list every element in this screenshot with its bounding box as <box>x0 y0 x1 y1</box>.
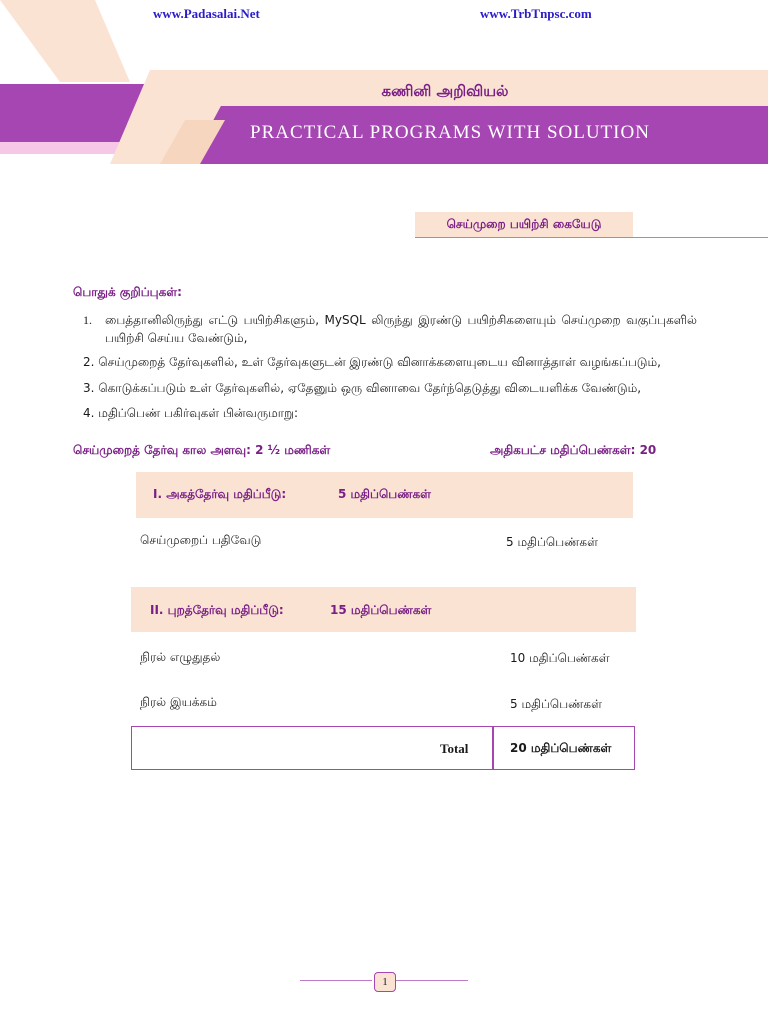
section-divider <box>415 237 768 238</box>
note-item-3 <box>83 379 723 397</box>
total-box <box>131 726 635 770</box>
external-title: II. புறத்தேர்வு மதிப்பீடு: <box>150 603 284 617</box>
note-number-1: 1. <box>83 313 92 327</box>
general-notes-heading: பொதுக் குறிப்புகள்: <box>73 285 182 299</box>
total-divider <box>492 727 494 769</box>
external-row-label-1: நிரல் எழுதுதல் <box>140 650 221 664</box>
note-text-4: மதிப்பெண் பகிர்வுகள் பின்வருமாறு: <box>98 406 299 420</box>
link-trbtnpsc[interactable]: www.TrbTnpsc.com <box>480 6 592 21</box>
external-row-marks-1: 10 மதிப்பெண்கள் <box>510 651 610 665</box>
footer-line-right <box>396 980 468 981</box>
note-item-2 <box>83 353 723 371</box>
note-text-3: கொடுக்கப்படும் உள் தேர்வுகளில், ஏதேனும் ஒரு வினாவை தேர்ந்தெடுத்து விடையளிக்க வேண்டும், <box>98 381 642 395</box>
external-row-label-2: நிரல் இயக்கம் <box>140 695 217 709</box>
page-number: 1 <box>374 972 396 992</box>
note-number-4: 4. <box>83 406 95 420</box>
note-number-3: 3. <box>83 381 95 395</box>
page-title: PRACTICAL PROGRAMS WITH SOLUTION <box>250 122 650 143</box>
total-label: Total <box>440 741 469 756</box>
internal-marks: 5 மதிப்பெண்கள் <box>338 487 431 501</box>
link-padasalai[interactable]: www.Padasalai.Net <box>153 6 260 21</box>
note-text-1: பைத்தானிலிருந்து எட்டு பயிற்சிகளும், MySQL லிருந்து இரண்டு பயிற்சிகளையும் செய்முறை வகுப்புகளில் பயிற்சி செய்ய வேண்டும், <box>105 313 697 345</box>
exam-duration: செய்முறைத் தேர்வு கால அளவு: 2 ½ மணிகள் <box>73 443 331 457</box>
section-label: செய்முறை பயிற்சி கையேடு <box>415 212 633 237</box>
banner-ribbon-top <box>0 0 130 82</box>
internal-row-label: செய்முறைப் பதிவேடு <box>140 533 262 547</box>
max-marks: அதிகபட்ச மதிப்பெண்கள்: 20 <box>490 443 657 457</box>
total-marks: 20 மதிப்பெண்கள் <box>510 741 612 755</box>
subject-title: கணினி அறிவியல் <box>381 82 509 100</box>
note-text-2: செய்முறைத் தேர்வுகளில், உள் தேர்வுகளுடன் இரண்டு வினாக்களையுடைய வினாத்தாள் வழங்கப்படும், <box>98 355 661 369</box>
external-row-marks-2: 5 மதிப்பெண்கள் <box>510 697 602 711</box>
external-marks: 15 மதிப்பெண்கள் <box>330 603 432 617</box>
note-number-2: 2. <box>83 355 95 369</box>
footer-line-left <box>300 980 372 981</box>
internal-row-marks: 5 மதிப்பெண்கள் <box>506 535 598 549</box>
internal-title: I. அகத்தேர்வு மதிப்பீடு: <box>153 487 287 501</box>
note-item-4 <box>83 404 723 422</box>
